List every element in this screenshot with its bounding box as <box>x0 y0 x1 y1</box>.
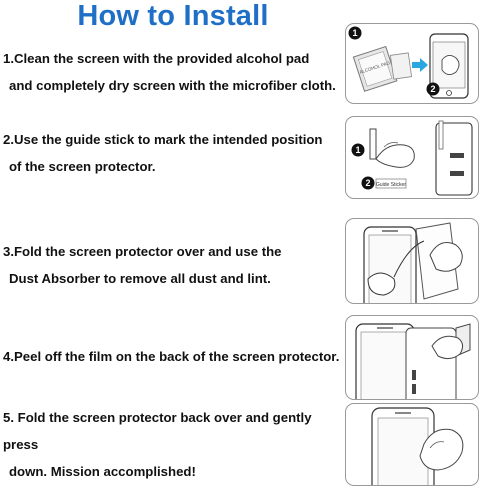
step-2-line-2: of the screen protector. <box>9 159 156 174</box>
step-3-illustration <box>345 218 479 304</box>
step-1-marker-1-label: 1 <box>352 28 358 38</box>
step-1-line-1: 1.Clean the screen with the provided alcohol pad <box>3 51 310 66</box>
step-4-line-1: 4.Peel off the film on the back of the screen protector. <box>3 349 340 364</box>
step-2-illustration <box>345 116 479 199</box>
step-4-illustration <box>345 315 479 400</box>
guide-stick-icon <box>370 129 376 159</box>
guide-sticker-label: Guide Sticker <box>375 182 407 188</box>
step-2-marker-2-label: 2 <box>365 178 371 188</box>
step-4-text <box>3 343 343 370</box>
hand-wiping-icon <box>442 55 459 74</box>
guide-sticker-mark-icon <box>450 153 464 158</box>
step-5-text <box>3 404 343 485</box>
step-5-line-1: 5. Fold the screen protector back over and gently press <box>3 410 312 452</box>
hand-icon <box>376 145 414 168</box>
step-5-line-2: down. Mission accomplished! <box>9 464 196 479</box>
page-title: How to Install <box>77 0 269 32</box>
step-3-line-2: Dust Absorber to remove all dust and lint. <box>9 271 271 286</box>
step-5-illustration <box>345 403 479 486</box>
step-2-text <box>3 126 343 180</box>
alcohol-pad-label: ALCOHOL PAD <box>358 60 391 75</box>
guide-sticker-mark-icon <box>450 171 464 176</box>
microfiber-cloth-icon <box>390 53 411 79</box>
step-1-line-2: and completely dry screen with the microfiber cloth. <box>9 78 336 93</box>
alcohol-pad-icon <box>353 47 396 92</box>
step-1-text <box>3 45 343 99</box>
step-1-illustration <box>345 23 479 104</box>
step-3-line-1: 3.Fold the screen protector over and use the <box>3 244 282 259</box>
dust-absorber-icon <box>368 273 395 295</box>
arrow-right-icon <box>412 58 428 72</box>
step-2-marker-1-label: 1 <box>355 145 361 155</box>
step-2-line-1: 2.Use the guide stick to mark the intended position <box>3 132 323 147</box>
step-1-marker-2-label: 2 <box>430 84 436 94</box>
step-3-text <box>3 238 343 292</box>
